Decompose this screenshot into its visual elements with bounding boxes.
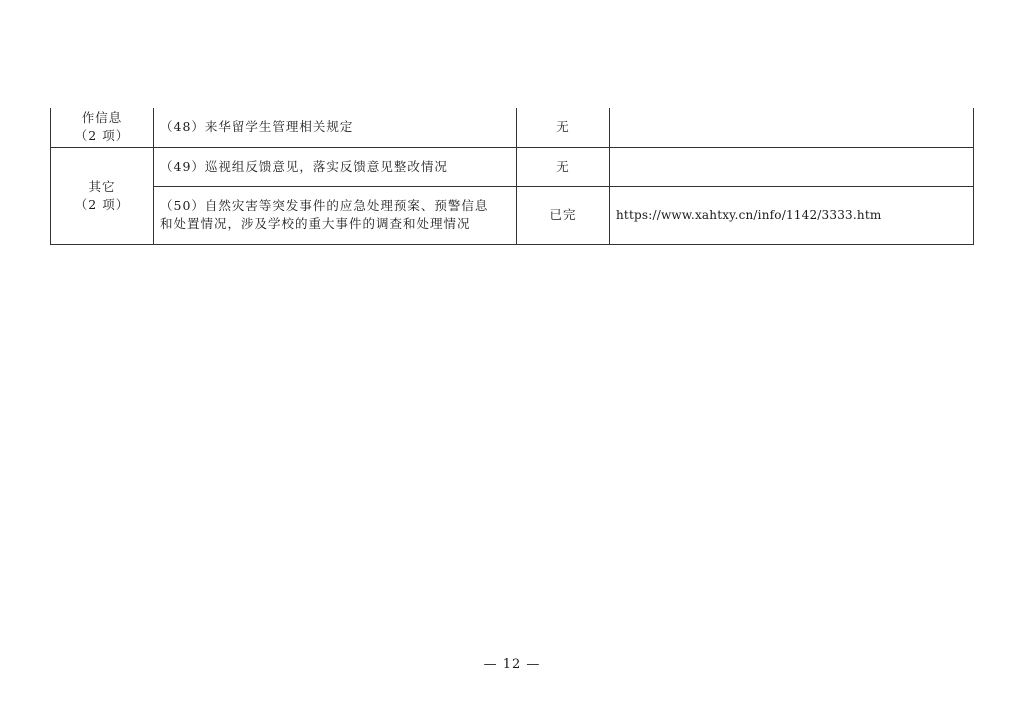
item-cell: （48）来华留学生管理相关规定 [154, 108, 517, 147]
status-cell: 无 [517, 147, 610, 186]
link-cell [610, 108, 974, 147]
item-cell [154, 186, 517, 244]
category-name: 作信息 [81, 110, 123, 126]
disclosure-table [50, 108, 974, 245]
category-cell [51, 108, 154, 147]
category-name: 其它 [88, 178, 116, 194]
status-cell: 无 [517, 108, 610, 147]
table-row [51, 108, 974, 147]
status-cell: 已完 [517, 186, 610, 244]
item-text-line: 和处置情况，涉及学校的重大事件的调查和处理情况 [160, 216, 471, 231]
item-text-line: （50）自然灾害等突发事件的应急处理预案、预警信息 [160, 198, 489, 213]
link-cell[interactable]: https://www.xahtxy.cn/info/1142/3333.htm [610, 186, 974, 244]
table-row [51, 186, 974, 244]
category-cell [51, 147, 154, 244]
link-cell [610, 147, 974, 186]
category-count: （2 项） [74, 196, 130, 212]
page-number: — 12 — [483, 657, 541, 672]
item-cell: （49）巡视组反馈意见，落实反馈意见整改情况 [154, 147, 517, 186]
category-count: （2 项） [74, 128, 130, 144]
table-row [51, 147, 974, 186]
